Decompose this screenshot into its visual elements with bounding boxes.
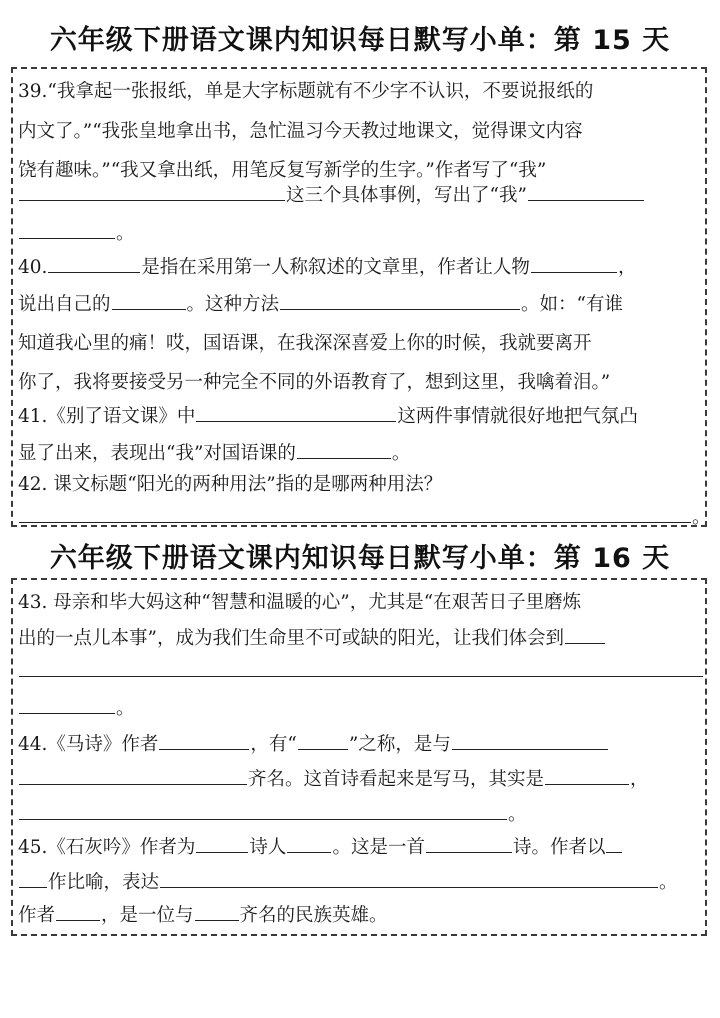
answer-blank[interactable] <box>528 178 644 201</box>
question-40-line-1 <box>18 250 636 286</box>
answer-blank[interactable] <box>287 830 331 853</box>
question-40-text: 是指在采用第一人称叙述的文章里，作者让人物 <box>141 257 530 278</box>
answer-blank[interactable] <box>280 287 520 310</box>
question-45-text: 诗人 <box>249 837 287 858</box>
period: 。 <box>508 804 527 825</box>
question-41-text: 41.《别了语文课》中 <box>18 406 196 427</box>
period: 。 <box>692 507 711 528</box>
question-42-line-1: 42. 课文标题“阳光的两种用法”指的是哪两种用法？ <box>18 474 443 495</box>
answer-blank[interactable] <box>48 250 140 273</box>
period: 。 <box>659 872 678 893</box>
question-39-line-1: 39.“我拿起一张报纸，单是大字标题就有不少字不认识，不要说报纸的 <box>18 81 594 102</box>
question-40-text: 。这种方法 <box>186 294 280 315</box>
question-43-line-1: 43. 母亲和毕大妈这种“智慧和温暖的心”，尤其是“在艰苦日子里磨炼 <box>18 592 582 613</box>
question-45-text: 。这是一首 <box>332 837 425 858</box>
question-43-line-2 <box>18 621 606 657</box>
answer-blank[interactable] <box>19 500 691 523</box>
period: 。 <box>391 443 411 464</box>
question-40-line-2 <box>18 287 623 323</box>
answer-blank[interactable] <box>196 399 396 422</box>
answer-blank[interactable] <box>531 250 617 273</box>
answer-blank[interactable] <box>606 830 622 853</box>
question-45-line-2 <box>18 865 678 901</box>
answer-blank[interactable] <box>195 898 239 921</box>
answer-blank[interactable] <box>159 727 249 750</box>
question-43-text: 出的一点儿本事”，成为我们生命里不可或缺的阳光，让我们体会到 <box>18 628 564 649</box>
question-39-line-5 <box>18 216 135 252</box>
question-39-line-3: 饶有趣味。”“我又拿出纸，用笔反复写新学的生字。”作者写了“我” <box>18 160 547 181</box>
question-41-text: 这两件事情就很好地把气氛凸 <box>397 406 638 427</box>
page-title-day-15: 六年级下册语文课内知识每日默写小单：第 15 天 <box>49 25 671 56</box>
question-44-line-2 <box>18 762 649 798</box>
answer-blank[interactable] <box>19 865 47 888</box>
answer-blank[interactable] <box>56 898 100 921</box>
answer-blank[interactable] <box>160 865 658 888</box>
answer-blank[interactable] <box>112 287 186 310</box>
question-45-line-1 <box>18 830 623 866</box>
page-title-day-16: 六年级下册语文课内知识每日默写小单：第 16 天 <box>49 543 671 574</box>
answer-blank[interactable] <box>298 727 348 750</box>
question-44-line-1 <box>18 727 609 763</box>
period: 。 <box>116 698 135 719</box>
question-40-text: 说出自己的 <box>18 294 111 315</box>
question-44-text: 齐名。这首诗看起来是写马，其实是 <box>248 769 545 790</box>
answer-blank[interactable] <box>19 654 703 677</box>
answer-blank[interactable] <box>545 762 629 785</box>
answer-blank[interactable] <box>19 216 115 239</box>
question-40-text: 。如：“有谁 <box>521 294 623 315</box>
answer-blank[interactable] <box>19 178 285 201</box>
question-42-line-2 <box>18 500 711 536</box>
question-41-line-1 <box>18 399 638 435</box>
question-39-line-2: 内文了。”“我张皇地拿出书，急忙温习今天教过地课文，觉得课文内容 <box>18 121 583 142</box>
answer-blank[interactable] <box>19 797 507 820</box>
answer-blank[interactable] <box>297 436 391 459</box>
question-45-text: 作比喻，表达 <box>48 872 160 893</box>
question-43-line-3 <box>18 654 704 690</box>
question-45-text: ，是一位与 <box>101 905 194 926</box>
comma: ， <box>630 769 649 790</box>
question-43-line-4 <box>18 691 135 727</box>
answer-blank[interactable] <box>426 830 512 853</box>
period: 。 <box>116 223 135 244</box>
question-45-text: 齐名的民族英雄。 <box>239 905 388 926</box>
question-44-line-3 <box>18 797 527 833</box>
question-44-text: ，有“ <box>250 734 297 755</box>
question-44-text: 44.《马诗》作者 <box>18 734 159 755</box>
answer-blank[interactable] <box>196 830 248 853</box>
answer-blank[interactable] <box>19 762 247 785</box>
question-39-line-4 <box>18 178 645 214</box>
answer-blank[interactable] <box>565 621 605 644</box>
question-45-text: 诗。作者以 <box>512 837 606 858</box>
question-39-text: 这三个具体事例，写出了“我” <box>286 185 527 206</box>
question-number: 40. <box>18 257 48 278</box>
comma: ， <box>617 257 637 278</box>
question-40-line-3: 知道我心里的痛！哎，国语课，在我深深喜爱上你的时候，我就要离开 <box>18 333 592 354</box>
question-45-line-3 <box>18 898 388 934</box>
question-40-line-4: 你了，我将要接受另一种完全不同的外语教育了，想到这里，我噙着泪。” <box>18 372 611 393</box>
answer-blank[interactable] <box>452 727 608 750</box>
question-45-text: 45.《石灰吟》作者为 <box>18 837 196 858</box>
answer-blank[interactable] <box>19 691 115 714</box>
question-41-text: 显了出来，表现出“我”对国语课的 <box>18 443 296 464</box>
question-44-text: ”之称，是与 <box>348 734 451 755</box>
question-45-text: 作者 <box>18 905 56 926</box>
